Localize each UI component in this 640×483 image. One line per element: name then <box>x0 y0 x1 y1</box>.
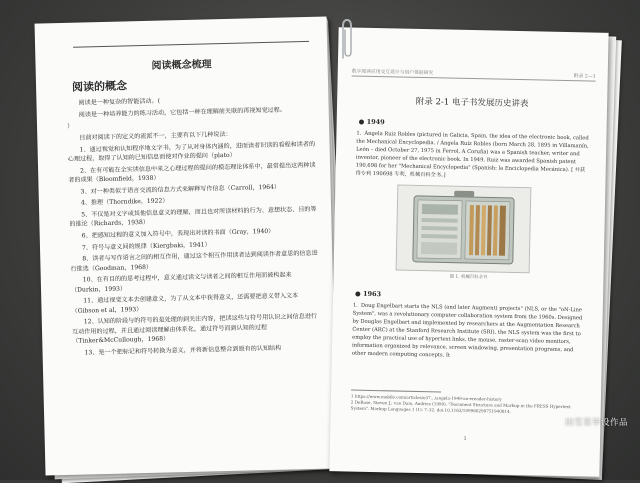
footnotes <box>351 394 585 417</box>
paragraph: 11、通过视觉文本去创建意义，为了从文本中获得意义，还需要把意义带入文本（Gibson et al，1993） <box>71 292 299 315</box>
entry-text: Ángela Ruiz Robles (pictured in Galicia, Spain, the idea of the electronic book, called the Mechanical Encyclopedia. / Ángela Ruiz Robles (born March 28, 1895 in Villamanín, León – died October 27, 1975 in Ferrol, A Coruña) was a Spanish teacher, writer and inventor, pioneer of the electronic book. In 1949, Ruiz was awarded Spanish patent 190,698 for her "Mechanical Encyclopedia" (Spanish: la Enciclopedia Mecánica). [ 并获得专利 190698 专利，机械百科全书。] <box>355 130 589 179</box>
footnote-rule <box>351 390 441 393</box>
running-header <box>352 68 596 82</box>
paragraph: 2、在有可能在全实读信息中来之心理过程的提问的模态理论体系中，最常提出这两种读者的成果（Bloomfield，1938） <box>68 161 316 184</box>
header-right-text: 附录 2—1 <box>573 74 596 80</box>
paragraph: 3、对一种类似于语言交流的信息方式来解释写作信息（Carroll，1964） <box>80 183 281 196</box>
mechanical-encyclopedia-photo <box>396 184 532 273</box>
author-watermark: 田雪莱毕设作品 <box>564 418 628 428</box>
paragraph: 4、推理（Thorndike，1922） <box>80 197 169 207</box>
year-heading: ● 1949 <box>358 117 385 127</box>
appendix-title: 附录 2-1 电子书发展历史讲表 <box>415 96 529 110</box>
year-heading: ● 1963 <box>355 289 382 299</box>
page-title: 阅读概念梳理 <box>151 59 212 72</box>
paper-clip-icon <box>338 18 356 62</box>
entry-number: 1. <box>352 302 358 309</box>
right-document-page <box>329 27 608 477</box>
left-document-page <box>35 17 338 476</box>
paragraph: 12、认知的阶段与的符号的是处理的到关注内容，把读这些与符号用认识之间信息进行互动作用的过程，并且通过阅读理解由体系化，通过符号而到认知的过程（Tinker&McCullough，1968） <box>71 313 318 346</box>
paragraph: 阅读是一种复杂的智能活动。( <box>78 97 161 107</box>
paragraph: 6、把感知过程的意义加入符号中，表现出对读的书面（Gray，1940） <box>81 227 275 240</box>
paragraph: 10、在有目的的思考过程中，意义通过读文与读者之间的相互作用而被构起来（Durkin，1993） <box>70 271 292 294</box>
paragraph: 1、通过视觉和认知程序地文字书，为了从对身体内涵的，进而读者识读的看程和读者的心理过程，取得了认知的已知信息而使对作业的提问（plato） <box>67 140 316 163</box>
paragraph: ） <box>66 122 74 131</box>
paragraph: 13、是一个把标记和符号转换为意义，并将新信息整合到原有的认知结构 <box>84 344 282 357</box>
footnote: 1 https://www.mobile.com/articles/e37.../angela-1949-an-ereader-history <box>350 393 502 402</box>
top-rule <box>73 41 309 48</box>
device-illustration <box>397 186 531 273</box>
section-heading: 阅读的概念 <box>71 79 128 94</box>
header-left-text: 数字阅读应用交互设计与用户体验研究 <box>351 69 434 77</box>
page-number: 1 <box>463 435 467 442</box>
paragraph: 7、符号与意义间的规律（Kiergbaki，1941） <box>81 240 211 252</box>
paragraph: 目前对阅读下的定义的流派不一，主要有以下几种说法： <box>79 130 232 142</box>
figure-caption: 图 1. 机械百科全书 <box>449 274 488 281</box>
footnote: 2 DeRose, Steven J.; van Dam, Andries (1999). "Document Structure and Markup in the FRESS Hypertext System". Markup Languages 1 (1): 7–32. doi:10.1162/109966299751940814. <box>350 399 571 415</box>
entry-number: 1. <box>356 130 362 137</box>
paragraph: 阅读是一种培养能力的练习活动，它包括一种在理解前关联的再视知觉过程。 <box>78 106 286 119</box>
paragraph: 8、读者与写作语言之间的相互作用，通过这个相互作用读者达到阅读作者意思的信息进行推选（Goodman，1968） <box>70 249 318 273</box>
entry-paragraph <box>356 130 591 183</box>
year-label: 1949 <box>366 117 385 127</box>
year-label: 1963 <box>362 289 382 299</box>
entry-paragraph <box>352 302 587 363</box>
entry-text: Doug Engelbart starts the NLS (and later Augment) projects" (NLS, or the "oN-Line System", was a revolutionary computer collaboration system from the 1960s. Designed by Douglas Engelbart and implemented by researchers at the Augmentation Research Center (ARC) at the Stanford Research Institute (SRI), the NLS system was the first to employ the practical use of hypertext links, the mouse, raster-scan video monitors, information organized by relevance, screen windowing, presentation programs, and other modern computing concepts. It <box>351 302 583 359</box>
paragraph: 5、不仅是对文字或其他信息意义的理解，而且也对所读材料的行为、意想状态、目的等的推论（Richards，1938） <box>69 205 317 229</box>
body-text <box>66 93 322 361</box>
